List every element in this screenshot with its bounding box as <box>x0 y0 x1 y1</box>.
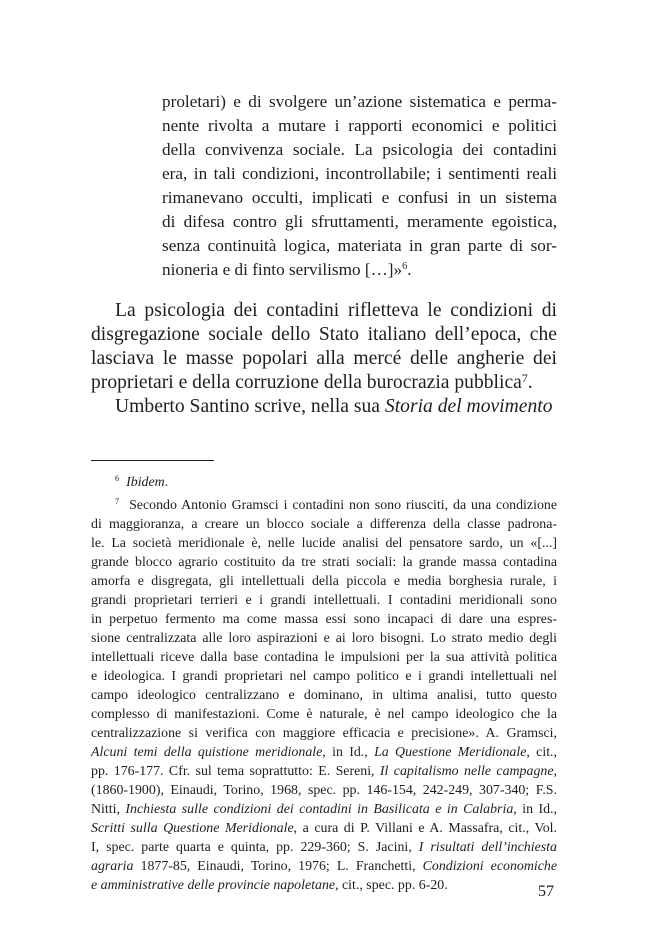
quote-line: senza continuità logica, materiata in gran parte di sor- <box>162 236 557 255</box>
footnote-text: , in Id., <box>322 745 375 760</box>
body-text: Umberto Santino scrive, nella sua <box>115 396 385 417</box>
footnote-7-line: grande blocco agrario costituito da tre strati sociali: la grande massa contadina <box>91 555 557 570</box>
body-line: lasciava le masse popolari alla mercé delle angherie dei <box>91 348 557 369</box>
footnote-citation-title: La Questione Meridionale <box>374 745 527 760</box>
footnote-7-line: sione centralizzata alle loro aspirazioni e ai loro bisogni. Lo strato medio degli <box>91 631 557 646</box>
quote-text: nioneria e di finto servilismo […]» <box>162 260 403 279</box>
footnote-citation-title: agraria <box>91 859 134 874</box>
footnote-citation-title: Inchiesta sulle condizioni dei contadini in Basilicata e in Calabria <box>125 802 514 817</box>
footnote-7-line <box>91 745 557 761</box>
footnote-7-line: centralizzazione si verifica con maggiore efficacia e precisione». A. Gramsci, <box>91 726 557 741</box>
quote-line: di difesa contro gli sfruttamenti, meramente egoistica, <box>162 212 557 231</box>
footnote-text: , in Id., <box>513 802 557 817</box>
footnote-7-line: in perpetuo fermento ma come massa essi sono incapaci di dare una espres- <box>91 612 557 627</box>
footnote-text: I, spec. parte quarta e quinta, pp. 229-360; S. Jacini, <box>91 840 419 855</box>
footnote-citation-title: Il capitalismo nelle campagne <box>379 764 554 779</box>
footnote-7-line: complesso di manifestazioni. Come è naturale, è nel campo ideologico che la <box>91 707 557 722</box>
quote-line: rimanevano occulti, implicati e confusi in un sistema <box>162 188 557 207</box>
footnote-7-line: (1860-1900), Einaudi, Torino, 1968, spec. pp. 146-154, 242-249, 307-340; F.S. <box>91 783 557 798</box>
quote-line: nioneria e di finto servilismo […]»$^6$. <box>162 260 412 279</box>
page-number: 57 <box>538 883 554 900</box>
footnote-7-line <box>91 802 557 818</box>
footnote-ref-6[interactable]: 6 <box>402 261 408 273</box>
footnote-7-line: amorfa e disgregata, gli intellettuali della piccola e media borghesia rurale, i <box>91 574 557 589</box>
footnote-text: , <box>553 764 557 779</box>
footnote-citation-title: Alcuni temi della quistione meridionale <box>91 745 323 760</box>
body-line: proprietari e della corruzione della burocrazia pubblica$^7$. <box>91 371 533 393</box>
footnote-number: 7 <box>115 497 120 507</box>
footnote-ref-7[interactable]: 7 <box>521 371 528 385</box>
footnote-7-line: di maggioranza, a creare un blocco sociale a differenza della classe padrona- <box>91 517 557 532</box>
footnote-text: Ibidem <box>126 475 165 490</box>
footnote-6: $^6$ Ibidem. <box>115 474 169 490</box>
body-line <box>115 396 553 418</box>
body-line: La psicologia dei contadini rifletteva le condizioni di <box>115 300 557 321</box>
footnote-text: , a cura di P. Villani e A. Massafra, cit., Vol. <box>293 821 557 836</box>
book-title: Storia del movimento <box>384 396 553 417</box>
footnote-citation-title: Condizioni economiche <box>422 859 558 874</box>
quote-line: della convivenza sociale. La psicologia dei contadini <box>162 140 557 159</box>
footnote-7-line <box>91 878 448 894</box>
footnote-7-line <box>91 821 557 837</box>
footnote-text: , cit., <box>526 745 557 760</box>
body-line: disgregazione sociale dello Stato italiano dell’epoca, che <box>91 324 557 345</box>
footnote-7-line: le. La società meridionale è, nelle lucide analisi del pensatore sardo, un «[...] <box>91 536 557 551</box>
footnote-citation-title: I risultati dell’inchiesta <box>418 840 557 855</box>
footnote-7-line <box>91 764 557 780</box>
footnote-7-line <box>115 498 557 514</box>
footnote-7-line: campo ideologico centralizzano e dominano, in ultima analisi, tutto questo <box>91 688 557 703</box>
footnote-7-line <box>91 859 557 875</box>
footnote-separator <box>91 460 214 461</box>
footnote-text: Secondo Antonio Gramsci i contadini non sono riusciti, da una condizione <box>129 498 558 513</box>
footnote-7-line: e ideologica. I grandi proprietari nel campo politico e i grandi intellettuali nel <box>91 669 557 684</box>
footnote-7-line <box>91 840 557 856</box>
footnote-citation-title: Scritti sulla Questione Meridionale <box>91 821 294 836</box>
footnote-text: Nitti, <box>91 802 126 817</box>
quote-line: proletari) e di svolgere un’azione sistematica e perma- <box>162 92 557 111</box>
footnote-text: 1877-85, Einaudi, Torino, 1976; L. Franchetti, <box>133 859 423 874</box>
footnote-citation-title: e amministrative delle provincie napoletane <box>91 878 336 893</box>
footnote-7-line: grandi proprietari terrieri e i grandi intellettuali. I contadini meridionali sono <box>91 593 557 608</box>
quote-line: era, in tali condizioni, incontrollabile; i sentimenti reali <box>162 164 557 183</box>
footnote-text: pp. 176-177. Cfr. sul tema soprattutto: E. Sereni, <box>91 764 380 779</box>
footnote-text: , cit., spec. pp. 6-20. <box>335 878 448 893</box>
quote-line: nente rivolta a mutare i rapporti economici e politici <box>162 116 557 135</box>
footnote-number: 6 <box>115 474 120 484</box>
footnote-7-line: intellettuali riceve dalla base contadina le impulsioni per la sua attività politica <box>91 650 557 665</box>
body-text: proprietari e della corruzione della burocrazia pubblica <box>91 372 522 393</box>
